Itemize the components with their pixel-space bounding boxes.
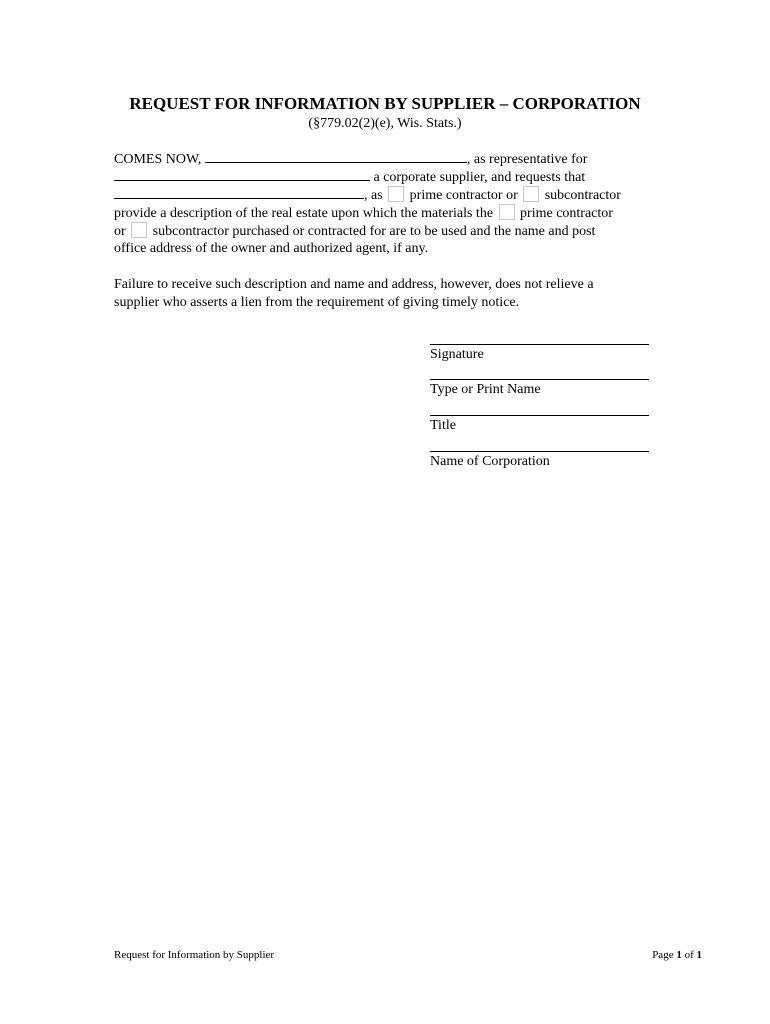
page-total: 1 xyxy=(696,949,702,961)
title-field[interactable] xyxy=(430,415,649,416)
body-line-1 xyxy=(114,150,587,169)
contractor-name-field[interactable] xyxy=(114,186,364,199)
prime-contractor-or-text: prime contractor or xyxy=(406,188,522,203)
page-current: 1 xyxy=(676,949,682,961)
statute-reference: (§779.02(2)(e), Wis. Stats.) xyxy=(308,116,462,131)
footer-document-name: Request for Information by Supplier xyxy=(114,949,275,961)
notice-line-2: supplier who asserts a lien from the requirement of giving timely notice. xyxy=(114,295,520,310)
comes-now-text: COMES NOW, xyxy=(114,152,205,167)
prime-contractor-text-2: prime contractor xyxy=(516,206,613,221)
or-text: or xyxy=(114,224,130,239)
office-address-text: office address of the owner and authorized agent, if any. xyxy=(114,241,429,256)
body-line-5 xyxy=(114,222,595,241)
subcontractor-text-1: subcontractor xyxy=(541,188,621,203)
body-line-2 xyxy=(114,168,585,187)
document-title: REQUEST FOR INFORMATION BY SUPPLIER – CORPORATION xyxy=(129,94,641,113)
corporate-supplier-text: a corporate supplier, and requests that xyxy=(370,170,586,185)
prime-contractor-checkbox-2[interactable] xyxy=(499,204,515,220)
signature-field[interactable] xyxy=(430,344,649,345)
subcontractor-checkbox-2[interactable] xyxy=(131,222,147,238)
corporation-name-label: Name of Corporation xyxy=(430,454,550,469)
prime-contractor-checkbox-1[interactable] xyxy=(388,186,404,202)
footer-page-number xyxy=(652,949,702,961)
body-line-6 xyxy=(114,240,428,258)
page-label: Page xyxy=(652,949,677,961)
representative-name-field[interactable] xyxy=(205,150,467,163)
supplier-name-field[interactable] xyxy=(114,168,370,181)
corporation-name-field[interactable] xyxy=(430,451,649,452)
page-of: of xyxy=(681,949,697,961)
body-line-4 xyxy=(114,204,613,223)
notice-line-1: Failure to receive such description and name and address, however, does not relieve a xyxy=(114,277,594,292)
print-name-field[interactable] xyxy=(430,379,649,380)
subcontractor-checkbox-1[interactable] xyxy=(523,186,539,202)
signature-label: Signature xyxy=(430,347,484,362)
as-text: , as xyxy=(364,188,387,203)
purchased-text: subcontractor purchased or contracted for are to be used and the name and post xyxy=(149,224,596,239)
description-text: provide a description of the real estate upon which the materials the xyxy=(114,206,497,221)
print-name-label: Type or Print Name xyxy=(430,382,541,397)
representative-for-text: , as representative for xyxy=(466,152,588,167)
body-line-3 xyxy=(114,186,621,205)
title-label: Title xyxy=(430,418,456,433)
